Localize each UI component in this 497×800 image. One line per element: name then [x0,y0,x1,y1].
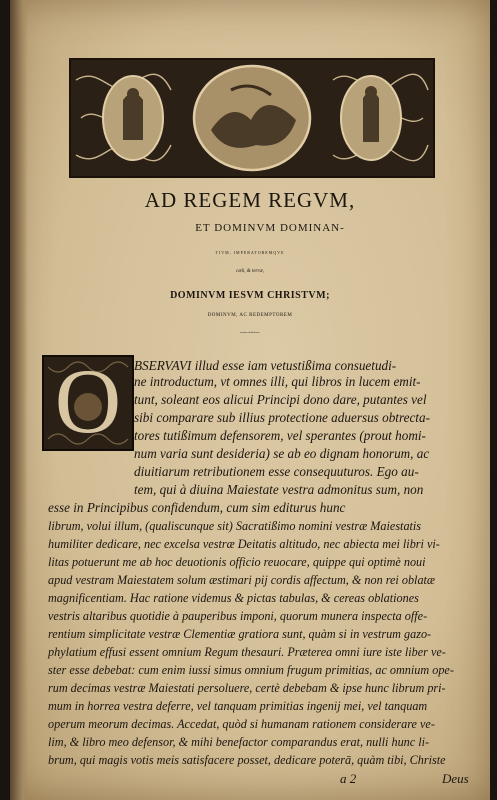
text-line: magnificentiam. Hac ratione videmus & pictas tabulas, & cereas oblationes [48,591,419,605]
text-line: ster esse debebat: cum enim iussi simus omnium frugum primitias, ac omnium ope- [48,663,454,677]
title-line-4: cœli, & terræ, [235,269,265,274]
text-line: esse in Principibus confidendum, cum sim editurus hunc [48,500,346,515]
text-line: tores tutißimum defensorem, vel sperantes (prout homi- [134,428,426,443]
title-line-1: AD REGEM REGVM, [144,188,356,212]
text-line: num varia sunt desideria) se ab eo dignam honorum, ac [134,446,430,461]
title-line-7: nostrum colendissimum. [240,332,260,334]
signature-mark: a 2 [340,771,357,786]
text-line: humiliter dedicare, nec excelsa vestræ Deitatis altitudo, nec abiecta mei libri vi- [48,537,440,551]
catchword: Deus [442,771,469,786]
text-line: operum meorum decimas. Accedat, quòd si humanam rationem considerare ve- [48,717,435,731]
text-line: librum, volui illum, (qualiscunque sit) Sacratißimo nomini vestræ Maiestatis [48,519,422,533]
initial-letter: O [54,350,122,452]
text-line: litas potuerunt me ab hoc deuotionis officio reuocare, quippe qui optimè noui [48,555,426,569]
text-line: ne introductum, vt omnes illi, qui libros in lucem emit- [134,374,421,389]
text-line: apud vestram Maiestatem solum æstimari pij cordis affectum, & non rei oblatæ [48,573,436,587]
text-line: rentium simplicitate vestræ Clementiæ gratiora sunt, quàm si in vestrum gazo- [48,627,432,641]
text-line: lim, & libro meo defensor, & mihi benefactor comparandus erat, nulli hunc li- [48,735,430,749]
text-line: tem, qui à diuina Maiestate vestra admonitus sum, non [134,482,424,497]
book-page [10,0,490,800]
title-line-2: ET DOMINVM DOMINAN- [195,222,345,234]
text-line: phylatium effusi essent omnium Regum thesauri. Præterea omni iure iste liber ve- [48,645,446,659]
text-line: mum in horrea vestra deferre, vel tanquam primitias ingenij mei, vel tanquam [48,699,428,713]
text-line: BSERVAVI illud esse iam vetustißima consuetudi- [134,358,397,373]
text-line: diuitiarum retributionem esse consequuturos. Ego au- [134,464,419,479]
text-line: rum decimas vestræ Maiestati persoluere, certè debebam & ipse hunc librum pri- [48,681,446,695]
text-line: tunt, soleant eos alicui Principi dono dare, putantes vel [134,392,427,407]
title-line-6: DOMINVM, AC REDEMPTOREM [207,313,293,318]
title-line-3: TIVM, IMPERATOREMQVE [215,250,285,255]
text-line: brum, qui magis votis meis satisfacere posset, dedicare poterā, quàm tibi, Christe [48,753,446,767]
text-line: sibi comparare sub illius protectione aduersus obtrecta- [134,410,430,425]
dedication-text [10,0,490,800]
title-line-5: DOMINVM IESVM CHRISTVM; [170,290,330,301]
text-line: vestris altaribus quotidie à pauperibus imponi, quorum munera inspecta offe- [48,609,428,623]
